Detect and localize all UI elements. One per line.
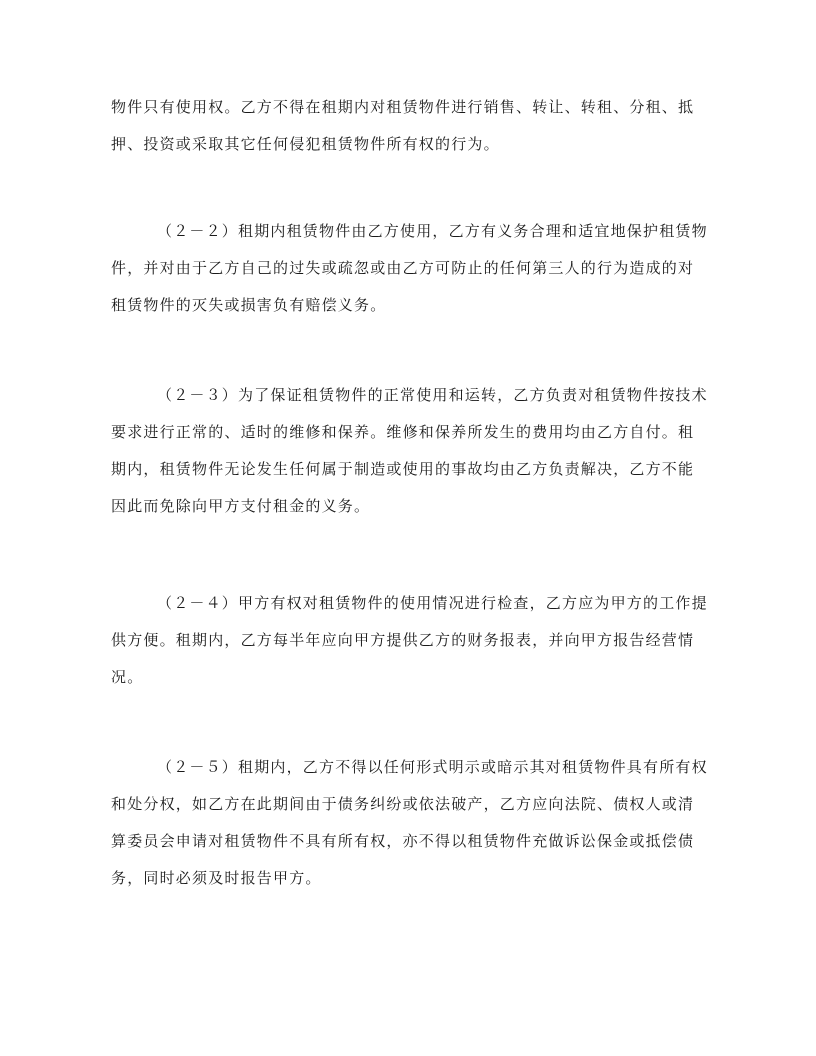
text-line: （２－５）租期内，乙方不得以任何形式明示或暗示其对租赁物件具有所有权 (157, 758, 708, 776)
paragraph-2-2 (111, 213, 708, 324)
paragraph-continuation (111, 89, 701, 163)
text-line: 件，并对由于乙方自己的过失或疏忽或由乙方可防止的任何第三人的行为造成的对 (111, 259, 695, 277)
text-line: 和处分权，如乙方在此期间由于债务纠纷或依法破产，乙方应向法院、债权人或清 (111, 795, 695, 813)
text-line: 物件只有使用权。乙方不得在租期内对租赁物件进行销售、转让、转租、分租、抵 (111, 98, 695, 116)
text-line: 因此而免除向甲方支付租金的义务。 (111, 497, 371, 515)
paragraph-2-3 (111, 377, 708, 525)
text-line: 供方便。租期内，乙方每半年应向甲方提供乙方的财务报表，并向甲方报告经营情 (111, 631, 695, 649)
text-line: 务，同时必须及时报告甲方。 (111, 869, 322, 887)
paragraph-2-5 (111, 749, 708, 897)
text-line: （２－２）租期内租赁物件由乙方使用，乙方有义务合理和适宜地保护租赁物 (157, 222, 708, 240)
text-line: 押、投资或采取其它任何侵犯租赁物件所有权的行为。 (111, 135, 500, 153)
text-line: 期内，租赁物件无论发生任何属于制造或使用的事故均由乙方负责解决，乙方不能 (111, 460, 695, 478)
text-line: 要求进行正常的、适时的维修和保养。维修和保养所发生的费用均由乙方自付。租 (111, 423, 695, 441)
text-line: 况。 (111, 668, 144, 686)
text-line: 租赁物件的灭失或损害负有赔偿义务。 (111, 296, 387, 314)
paragraph-2-4 (111, 585, 708, 696)
text-line: （２－４）甲方有权对租赁物件的使用情况进行检查，乙方应为甲方的工作提 (157, 594, 708, 612)
text-line: 算委员会申请对租赁物件不具有所有权，亦不得以租赁物件充做诉讼保金或抵偿债 (111, 832, 695, 850)
text-line: （２－３）为了保证租赁物件的正常使用和运转，乙方负责对租赁物件按技术 (157, 386, 708, 404)
